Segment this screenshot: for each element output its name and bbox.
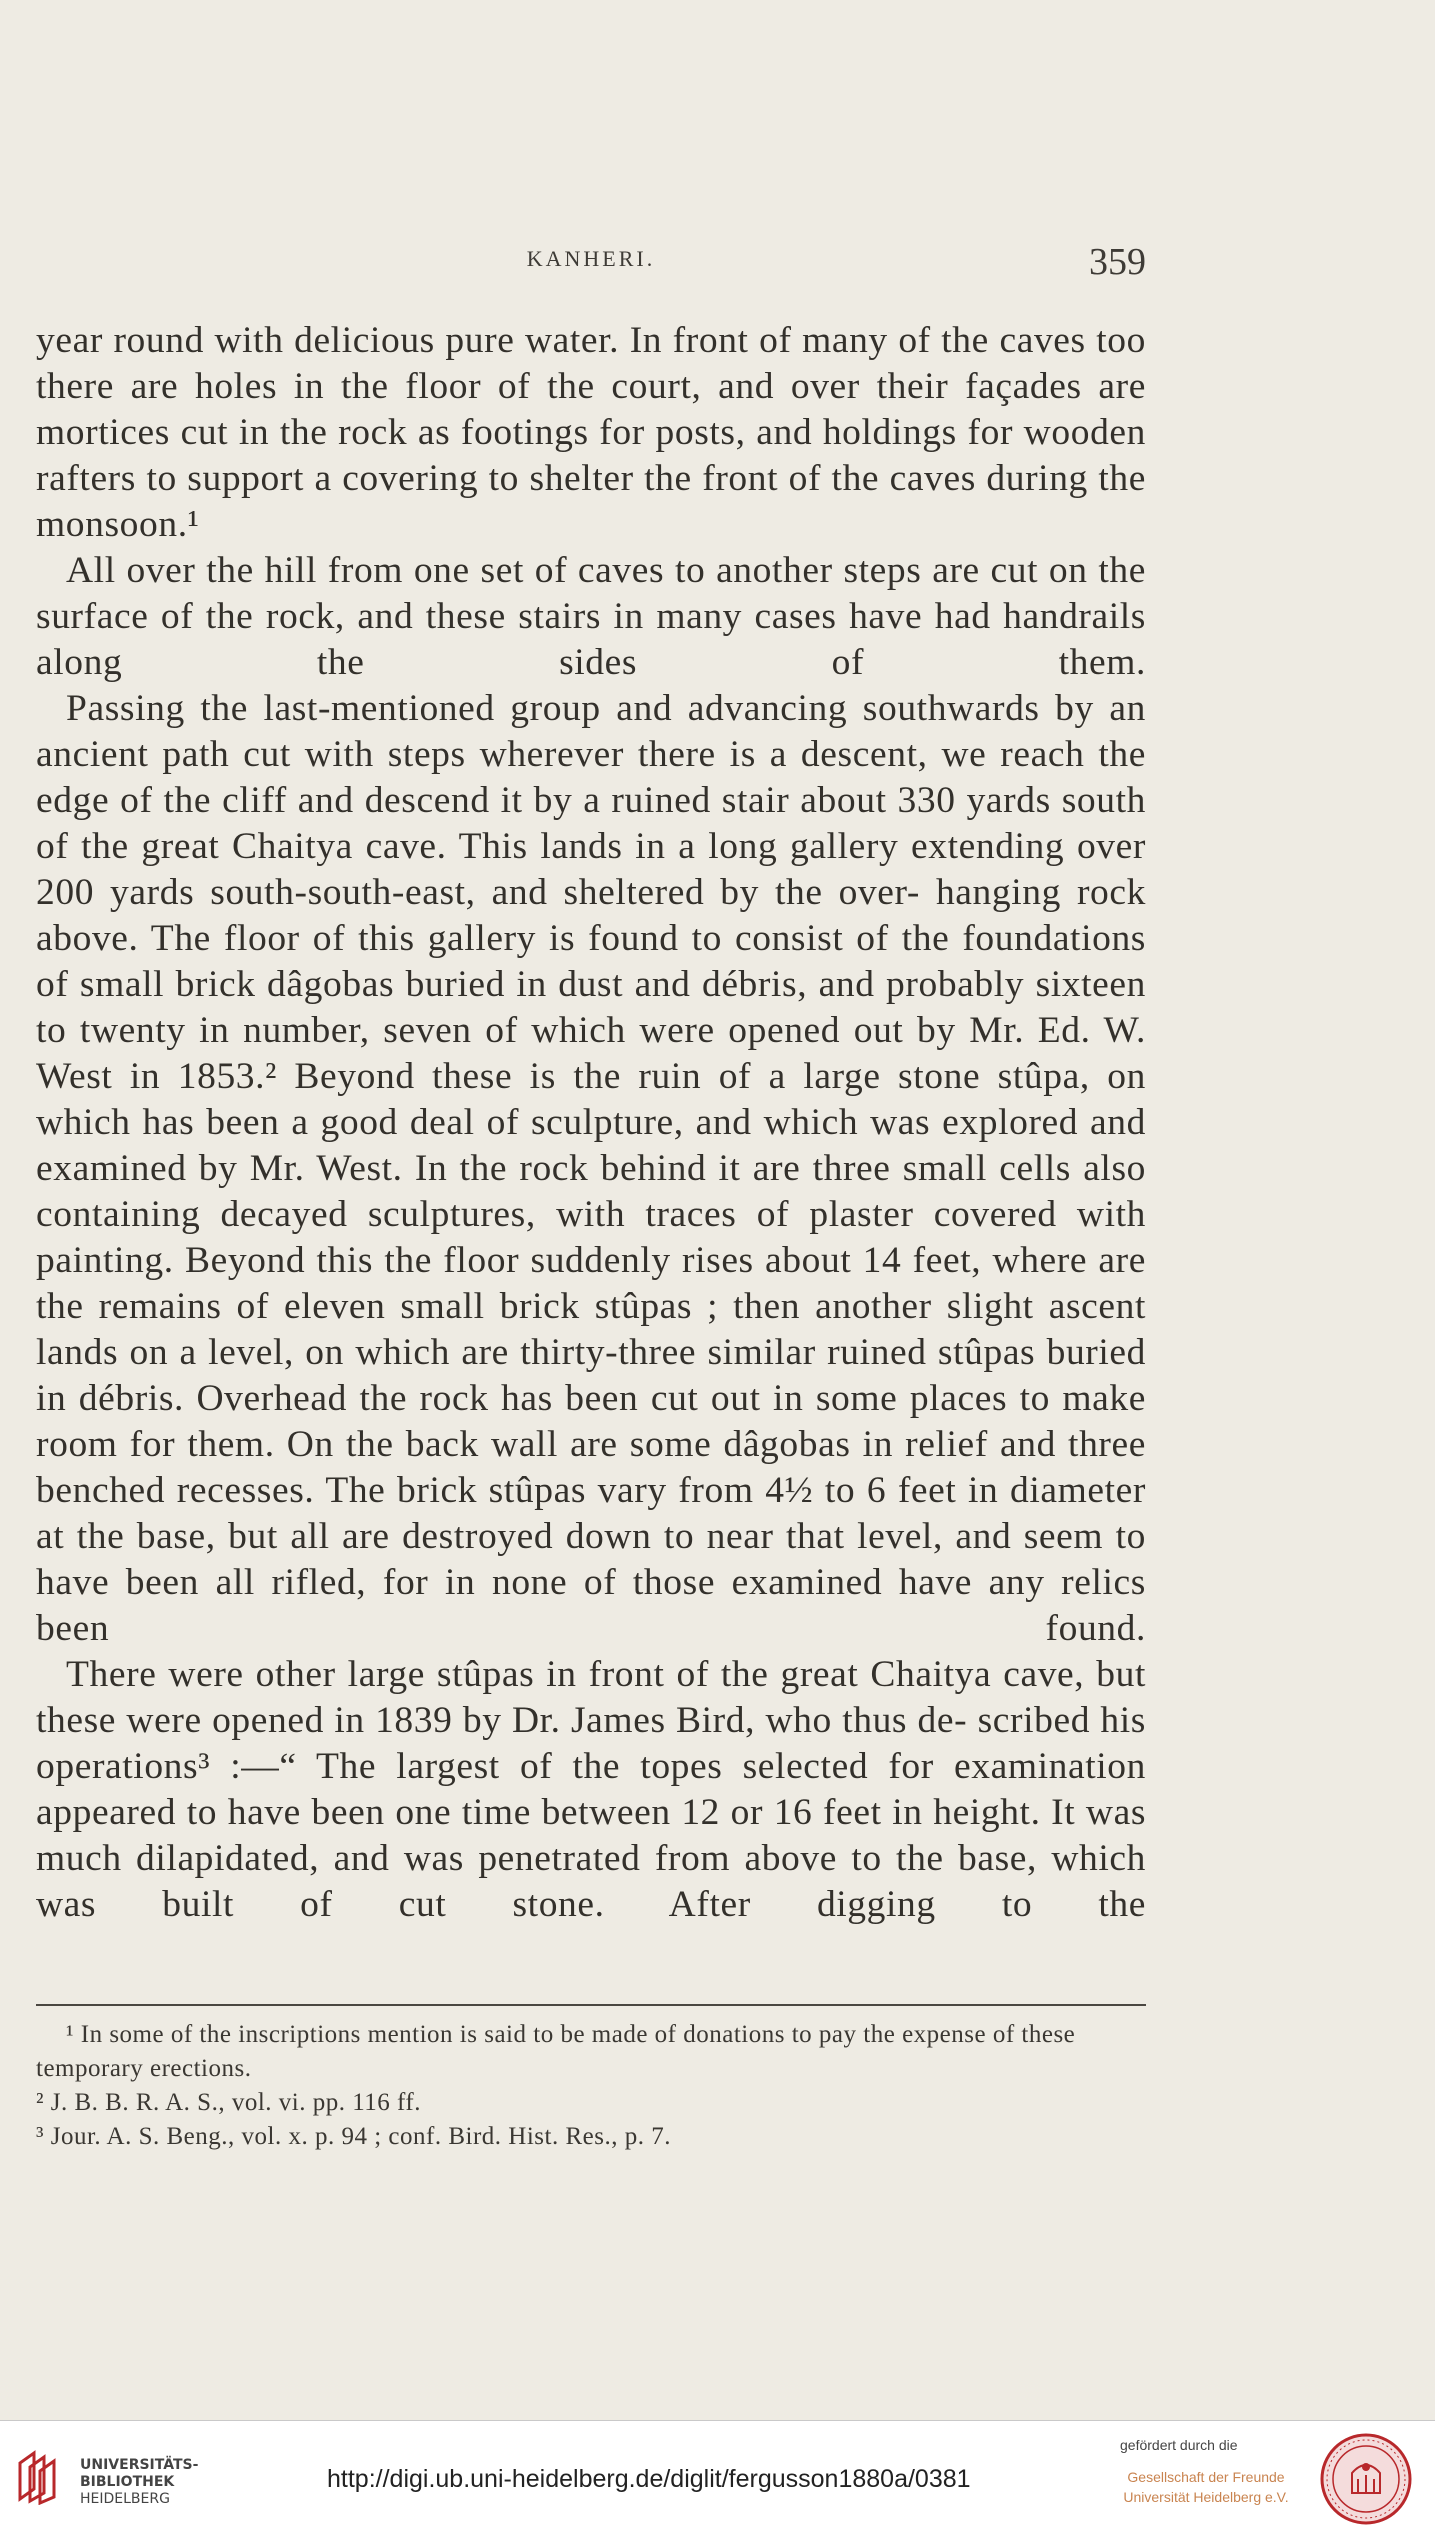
sponsor-intro: gefördert durch die bbox=[1120, 2437, 1238, 2453]
library-name[interactable] bbox=[80, 2457, 198, 2508]
university-seal-icon[interactable] bbox=[1318, 2431, 1414, 2527]
library-name-line: HEIDELBERG bbox=[80, 2491, 170, 2507]
footnote: ³ Jour. A. S. Beng., vol. x. p. 94 ; conf. Bird. Hist. Res., p. 7. bbox=[36, 2123, 671, 2150]
paragraph: There were other large stûpas in front of the great Chaitya cave, but these were opened in 1839 by Dr. James Bird, who thus de- scribed his operations³ :—“ The largest of the topes selected for examination appeared to have been one time between 12 or 16 feet in height. It was much dilapidated, and was penetrated from above to the base, which was built of cut stone. After digging to the bbox=[36, 1654, 1147, 1925]
footnote: ¹ In some of the inscriptions mention is said to be made of donations to pay the expense of these temporary erections. bbox=[36, 2021, 1076, 2082]
footnote-divider bbox=[36, 2004, 1146, 2006]
page-number: 359 bbox=[1089, 241, 1146, 283]
running-title: KANHERI. bbox=[526, 246, 656, 271]
page-header bbox=[36, 240, 1146, 283]
digitization-footer bbox=[0, 2420, 1435, 2533]
paragraph: Passing the last-mentioned group and advancing southwards by an ancient path cut with steps wherever there is a descent, we reach the edge of the cliff and descend it by a ruined stair about 330 yards south of the great Chaitya cave. This lands in a long gallery extending over 200 yards south-south-east, and sheltered by the over- hanging rock above. The floor of this gallery is found to consist of the foundations of small brick dâgobas buried in dust and débris, and probably sixteen to twenty in number, seven of which were opened out by Mr. Ed. W. West in 1853.² Beyond these is the ruin of a large stone stûpa, on which has been a good deal of sculpture, and which was explored and examined by Mr. West. In the rock behind it are three small cells also containing decayed sculptures, with traces of plaster covered with painting. Beyond this the floor suddenly rises about 14 feet, where are the remains of eleven small brick stûpas ; then another slight ascent lands on a level, on which are thirty-three similar ruined stûpas buried in débris. Overhead the rock has been cut out in some places to make room for them. On the back wall are some dâgobas in relief and three benched recesses. The brick stûpas vary from 4½ to 6 feet in diameter at the base, but all are destroyed down to near that level, and seem to have been all rifled, for in none of those examined have any relics been found. bbox=[36, 688, 1147, 1649]
paragraph: All over the hill from one set of caves to another steps are cut on the surface of the rock, and these stairs in many cases have had handrails along the sides of them. bbox=[36, 550, 1147, 683]
footnotes bbox=[36, 2018, 1146, 2154]
permalink-url[interactable]: http://digi.ub.uni-heidelberg.de/diglit/fergusson1880a/0381 bbox=[327, 2465, 971, 2493]
library-name-line: UNIVERSITÄTS- bbox=[80, 2457, 199, 2473]
footnote: ² J. B. B. R. A. S., vol. vi. pp. 116 ff. bbox=[36, 2089, 421, 2116]
body-text bbox=[36, 318, 1146, 1928]
sponsor-name[interactable]: Gesellschaft der Freunde Universität Heidelberg e.V. bbox=[1123, 2469, 1289, 2505]
ub-heidelberg-logo-icon[interactable] bbox=[14, 2449, 60, 2505]
library-name-line: BIBLIOTHEK bbox=[80, 2474, 175, 2490]
paragraph: year round with delicious pure water. In front of many of the caves too there are holes in the floor of the court, and over their façades are mortices cut in the rock as footings for posts, and holdings for wooden rafters to support a covering to shelter the front of the caves during the monsoon.¹ bbox=[36, 320, 1147, 545]
